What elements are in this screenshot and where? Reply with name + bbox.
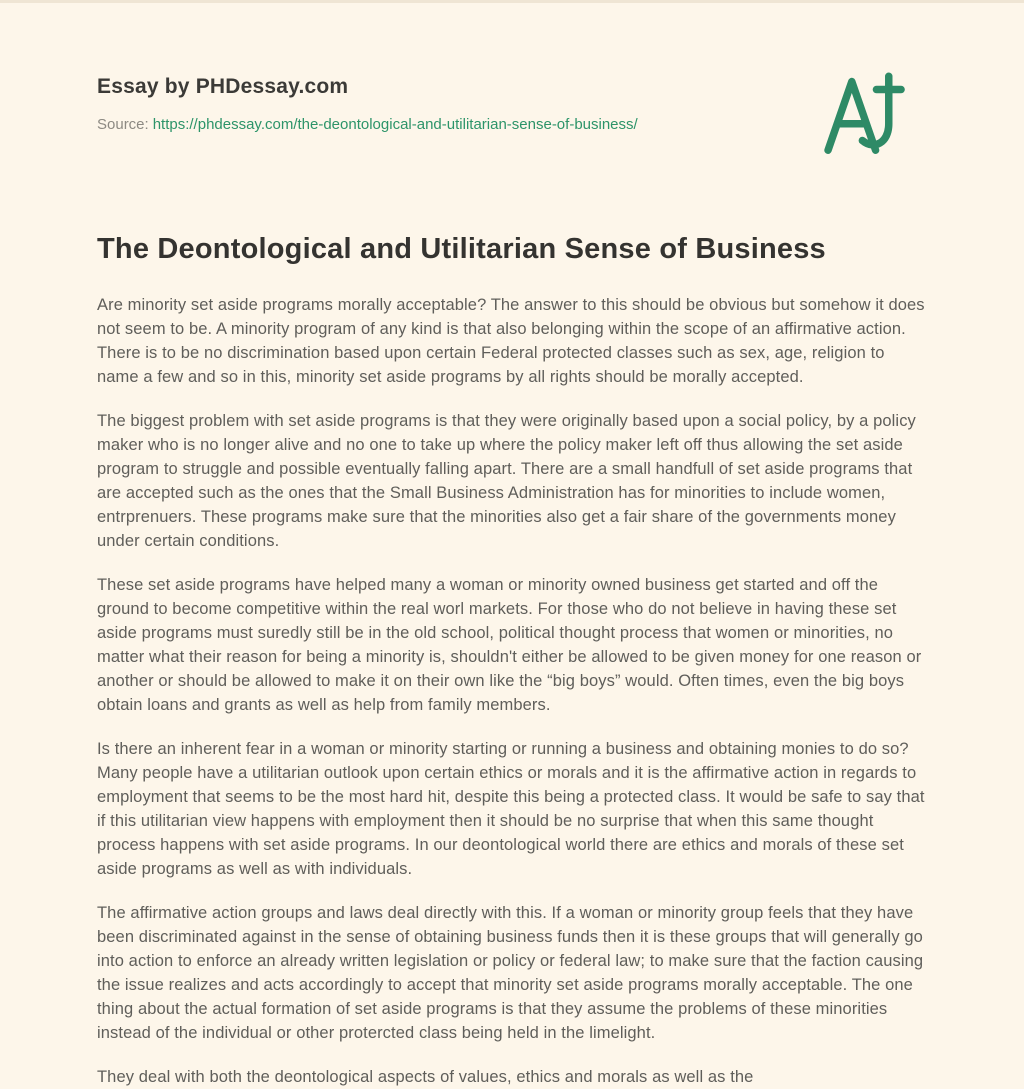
byline: Essay by PHDessay.com — [97, 75, 349, 98]
phdessay-logo-icon — [821, 69, 909, 161]
essay-title: The Deontological and Utilitarian Sense of Business — [97, 233, 826, 265]
essay-body — [97, 293, 927, 1089]
essay-page — [97, 3, 927, 1089]
essay-paragraph: The biggest problem with set aside programs is that they were originally based upon a social policy, by a policy maker who is no longer alive and no one to take up where the policy maker left off thus allowing the set aside program to struggle and possible eventually falling apart. There are a small handfull of set aside programs that are accepted such as the ones that the Small Business Administration has for minorities to include women, entrprenuers. These programs make sure that the minorities also get a fair share of the governments money under certain conditions. — [97, 412, 916, 551]
essay-paragraph: These set aside programs have helped many a woman or minority owned business get started and off the ground to become competitive within the real worl markets. For those who do not believe in having these set aside programs must suredly still be in the old school, political thought process that women or minorities, no matter what their reason for being a minority is, shouldn't either be allowed to be given money for one reason or another or should be allowed to make it on their own like the “big boys” would. Often times, even the big boys obtain loans and grants as well as help from family members. — [97, 576, 922, 715]
source-url-link[interactable]: https://phdessay.com/the-deontological-and-utilitarian-sense-of-business/ — [152, 116, 638, 133]
source-line — [97, 116, 638, 133]
essay-paragraph: They deal with both the deontological aspects of values, ethics and morals as well as the — [97, 1068, 754, 1087]
header-text-block — [97, 75, 638, 133]
essay-paragraph: The affirmative action groups and laws deal directly with this. If a woman or minority group feels that they have been discriminated against in the sense of obtaining business funds then it is these groups that will generally go into action to enforce an already written legislation or policy or federal law; to make sure that the faction causing the issue realizes and acts accordingly to accept that minority set aside programs morally acceptable. The one thing about the actual formation of set aside programs is that they assume the problems of these minorities instead of the individual or other protercted class being held in the limelight. — [97, 904, 924, 1043]
essay-paragraph: Is there an inherent fear in a woman or minority starting or running a business and obtaining monies to do so? Many people have a utilitarian outlook upon certain ethics or morals and it is the affirmative action in regards to employment that seems to be the most hard hit, despite this being a protected class. It would be safe to say that if this utilitarian view happens with employment then it should be no surprise that when this same thought process happens with set aside programs. In our deontological world there are ethics and morals of these set aside programs as well as with individuals. — [97, 740, 925, 879]
page-header — [97, 75, 927, 161]
source-label: Source: — [97, 116, 149, 133]
essay-paragraph: Are minority set aside programs morally acceptable? The answer to this should be obvious but somehow it does not seem to be. A minority program of any kind is that also belonging within the scope of an affirmative action. There is to be no discrimination based upon certain Federal protected classes such as sex, age, religion to name a few and so in this, minority set aside programs by all rights should be morally accepted. — [97, 296, 925, 387]
